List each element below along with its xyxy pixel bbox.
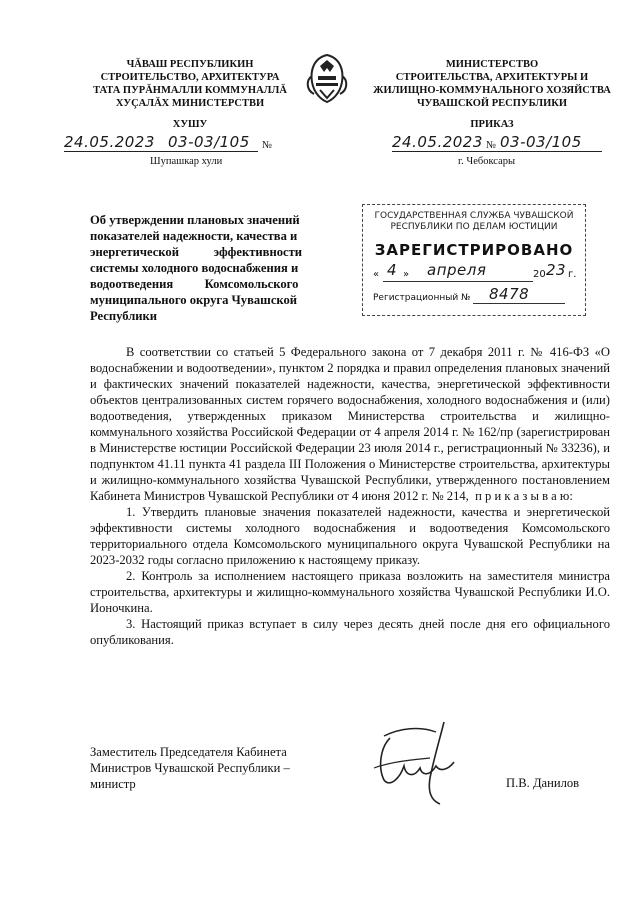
right-handwritten-date: 24.05.2023 [392, 133, 483, 151]
body-item-3: 3. Настоящий приказ вступает в силу через десять дней после дня его официального опубликования. [90, 617, 610, 647]
stamp-status: ЗАРЕГИСТРИРОВАНО [374, 241, 574, 259]
header-right-doctype: ПРИКАЗ [470, 119, 514, 130]
header-left-doctype: ХУШУ [172, 119, 208, 130]
header-right-line: СТРОИТЕЛЬСТВА, АРХИТЕКТУРЫ И [395, 72, 589, 83]
stamp-year-unit: г. [568, 269, 577, 280]
right-number-sign: № [486, 140, 497, 151]
title-line: показателей надежности, качества и [90, 229, 298, 243]
title-line: Республики [90, 309, 158, 323]
right-handwritten-number: 03-03/105 [500, 133, 582, 151]
handwritten-signature-icon [360, 718, 470, 808]
header-right-line: ЧУВАШСКОЙ РЕСПУБЛИКИ [416, 98, 568, 109]
stamp-date-row [363, 261, 585, 285]
header-right-line: МИНИСТЕРСТВО [445, 59, 539, 70]
left-handwritten-date: 24.05.2023 [64, 133, 155, 151]
signature-block [90, 744, 290, 792]
stamp-month: апреля [427, 261, 487, 279]
header-left [70, 58, 310, 110]
body-item-2: 2. Контроль за исполнением настоящего приказа возложить на заместителя министра строительства, архитектуры и жилищно-коммунального хозяйства Чувашской Республики И.О. Ионочкина. [90, 569, 610, 615]
stamp-reg-row [363, 285, 585, 307]
document-body [90, 344, 610, 648]
order-word: п р и к а з ы в а ю: [475, 489, 573, 503]
body-paragraph-1 [90, 344, 610, 504]
header-left-line: СТРОИТЕЛЬСТВО, АРХИТЕКТУРА [100, 72, 280, 83]
stamp-reg-label: Регистрационный № [373, 293, 471, 303]
header-right-line: ЖИЛИЩНО-КОММУНАЛЬНОГО ХОЗЯЙСТВА [373, 85, 611, 96]
stamp-year-prefix: 20 [533, 269, 546, 280]
signature-line: Заместитель Председателя Кабинета [90, 745, 287, 759]
stamp-quote-close: » [403, 269, 410, 280]
left-number-sign: № [262, 140, 273, 151]
header-right [372, 58, 612, 110]
right-place: г. Чебоксары [458, 156, 516, 167]
header-left-line: ТАТА ПУРĂНМАЛЛИ КОММУНАЛЛĂ [93, 85, 287, 96]
signature-line: министр [90, 777, 136, 791]
stamp-date-underline [383, 281, 533, 282]
title-line: муниципального округа Чувашской [90, 293, 298, 307]
header-left-line: ЧĂВАШ РЕСПУБЛИКИН [126, 59, 254, 70]
signature-line: Министров Чувашской Республики – [90, 761, 290, 775]
title-line: системы холодного водоснабжения и [90, 261, 299, 275]
stamp-reg-number: 8478 [489, 285, 530, 303]
document-title [90, 212, 336, 324]
registration-stamp [362, 204, 586, 316]
stamp-day: 4 [387, 261, 398, 279]
stamp-quote-open: « [373, 269, 380, 280]
title-line: энергетической эффективности [90, 245, 303, 259]
stamp-reg-underline [473, 303, 565, 304]
body-paragraph-1-text: В соответствии со статьей 5 Федерального закона от 7 декабря 2011 г. № 416-ФЗ «О водоснабжении и водоотведении», пунктом 2 порядка и правил определения плановых значений и фактических значений показателей надежности, качества, энергетической эффективности объектов централизованных систем горячего водоснабжения, холодного водоснабжения и (или) водоотведения, утвержденных приказом Министерства строительства и жилищно-коммунального хозяйства Российской Федерации от 4 апреля 2014 г. № 162/пр (зарегистрирован в Министерстве юстиции Российской Федерации 23 июля 2014 г., регистрационный № 33236), и подпунктом 41.11 пункта 41 раздела III Положения о Министерстве строительства, архитектуры и жилищно-коммунального хозяйства Чувашской Республики, утвержденного постановлением Кабинета Министров Чувашской Республики от 4 июня 2012 г. № 214, [90, 345, 610, 503]
signatory-name: П.В. Данилов [506, 776, 580, 790]
left-handwritten-number: 03-03/105 [168, 133, 250, 151]
body-item-1: 1. Утвердить плановые значения показателей надежности, качества и энергетической эффективности системы холодного водоснабжения и водоотведения Комсомольского территориального отдела Комсомольского муниципального округа Чувашской Республики на 2023-2032 годы согласно приложению к настоящему приказу. [90, 505, 610, 567]
title-line: Об утверждении плановых значений [90, 213, 300, 227]
stamp-year-suffix: 23 [546, 261, 567, 279]
title-line: водоотведения Комсомольского [90, 277, 299, 291]
stamp-line: ГОСУДАРСТВЕННАЯ СЛУЖБА ЧУВАШСКОЙ [374, 211, 574, 221]
header-left-line: ХУÇАЛĂХ МИНИСТЕРСТВИ [115, 98, 265, 109]
stamp-line: РЕСПУБЛИКИ ПО ДЕЛАМ ЮСТИЦИИ [390, 222, 558, 232]
coat-of-arms-icon [302, 52, 352, 104]
left-place: Шупашкар хули [150, 156, 223, 167]
